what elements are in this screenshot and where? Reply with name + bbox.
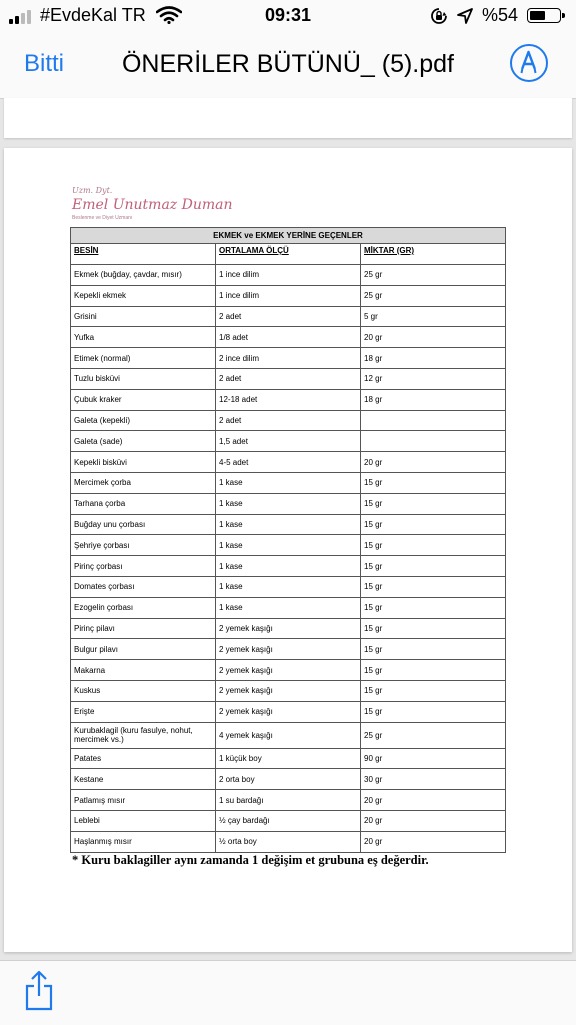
amount-cell: 25 gr bbox=[361, 285, 506, 306]
food-cell: Bulgur pilavı bbox=[71, 639, 216, 660]
table-row bbox=[71, 660, 506, 681]
bottom-toolbar bbox=[0, 960, 576, 1025]
amount-cell: 15 gr bbox=[361, 472, 506, 493]
measure-cell: 2 ince dilim bbox=[216, 348, 361, 369]
food-cell: Patates bbox=[71, 748, 216, 769]
measure-cell: 1,5 adet bbox=[216, 431, 361, 452]
carrier-name: #EvdeKal TR bbox=[40, 5, 146, 25]
measure-cell: 1 ince dilim bbox=[216, 265, 361, 286]
amount-cell: 18 gr bbox=[361, 389, 506, 410]
food-cell: Kestane bbox=[71, 769, 216, 790]
table-row bbox=[71, 769, 506, 790]
table-row bbox=[71, 576, 506, 597]
footnote: * Kuru baklagiller aynı zamanda 1 değişim et grubuna eş değerdir. bbox=[72, 853, 429, 867]
column-header-food: BESİN bbox=[71, 244, 216, 265]
table-row bbox=[71, 327, 506, 348]
table-title-row bbox=[71, 228, 506, 244]
column-header-amount: MİKTAR (GR) bbox=[361, 244, 506, 265]
measure-cell: 4-5 adet bbox=[216, 452, 361, 473]
amount-cell: 15 gr bbox=[361, 618, 506, 639]
food-cell: Makarna bbox=[71, 660, 216, 681]
table-row bbox=[71, 493, 506, 514]
markup-button[interactable] bbox=[510, 44, 548, 82]
table-row bbox=[71, 368, 506, 389]
amount-cell: 15 gr bbox=[361, 680, 506, 701]
measure-cell: ½ orta boy bbox=[216, 831, 361, 852]
amount-cell: 15 gr bbox=[361, 639, 506, 660]
table-row bbox=[71, 514, 506, 535]
location-arrow-icon bbox=[456, 7, 474, 25]
table-row bbox=[71, 265, 506, 286]
measure-cell: 1 ince dilim bbox=[216, 285, 361, 306]
amount-cell: 15 gr bbox=[361, 701, 506, 722]
table-row bbox=[71, 639, 506, 660]
table-row bbox=[71, 556, 506, 577]
amount-cell: 15 gr bbox=[361, 535, 506, 556]
amount-cell: 15 gr bbox=[361, 493, 506, 514]
table-row bbox=[71, 680, 506, 701]
food-cell: Erişte bbox=[71, 701, 216, 722]
table-row bbox=[71, 597, 506, 618]
measure-cell: 2 yemek kaşığı bbox=[216, 680, 361, 701]
food-cell: Galeta (kepekli) bbox=[71, 410, 216, 431]
amount-cell: 12 gr bbox=[361, 368, 506, 389]
battery-icon bbox=[527, 8, 561, 23]
amount-cell: 90 gr bbox=[361, 748, 506, 769]
measure-cell: 1 kase bbox=[216, 493, 361, 514]
measure-cell: 2 yemek kaşığı bbox=[216, 639, 361, 660]
status-time: 09:31 bbox=[264, 5, 312, 25]
food-cell: Buğday unu çorbası bbox=[71, 514, 216, 535]
food-cell: Tarhana çorba bbox=[71, 493, 216, 514]
navigation-bar bbox=[0, 32, 576, 99]
amount-cell bbox=[361, 431, 506, 452]
food-cell: Şehriye çorbası bbox=[71, 535, 216, 556]
measure-cell: ½ çay bardağı bbox=[216, 810, 361, 831]
previous-pdf-page[interactable] bbox=[4, 98, 572, 138]
table-row bbox=[71, 618, 506, 639]
markup-pen-icon bbox=[512, 46, 545, 79]
done-button[interactable]: Bitti bbox=[24, 50, 65, 77]
table-row bbox=[71, 790, 506, 811]
measure-cell: 2 adet bbox=[216, 410, 361, 431]
measure-cell: 2 yemek kaşığı bbox=[216, 701, 361, 722]
amount-cell: 15 gr bbox=[361, 576, 506, 597]
measure-cell: 2 yemek kaşığı bbox=[216, 660, 361, 681]
amount-cell: 15 gr bbox=[361, 660, 506, 681]
measure-cell: 1 kase bbox=[216, 556, 361, 577]
food-cell: Kuskus bbox=[71, 680, 216, 701]
share-icon[interactable] bbox=[24, 969, 54, 1011]
amount-cell: 25 gr bbox=[361, 722, 506, 748]
food-cell: Kepekli bisküvi bbox=[71, 452, 216, 473]
battery-percentage: %54 bbox=[482, 5, 519, 25]
food-cell: Grisini bbox=[71, 306, 216, 327]
table-header-row bbox=[71, 244, 506, 265]
table-row bbox=[71, 306, 506, 327]
measure-cell: 1/8 adet bbox=[216, 327, 361, 348]
column-header-measure: ORTALAMA ÖLÇÜ bbox=[216, 244, 361, 265]
food-cell: Galeta (sade) bbox=[71, 431, 216, 452]
food-cell: Yufka bbox=[71, 327, 216, 348]
food-cell: Ezogelin çorbası bbox=[71, 597, 216, 618]
measure-cell: 1 kase bbox=[216, 514, 361, 535]
table-row bbox=[71, 535, 506, 556]
table-row bbox=[71, 831, 506, 852]
amount-cell: 15 gr bbox=[361, 597, 506, 618]
measure-cell: 1 kase bbox=[216, 597, 361, 618]
amount-cell: 20 gr bbox=[361, 452, 506, 473]
table-row bbox=[71, 389, 506, 410]
amount-cell: 20 gr bbox=[361, 831, 506, 852]
measure-cell: 12-18 adet bbox=[216, 389, 361, 410]
amount-cell bbox=[361, 410, 506, 431]
document-title: ÖNERİLER BÜTÜNÜ_ (5).pdf bbox=[121, 50, 455, 78]
food-cell: Etimek (normal) bbox=[71, 348, 216, 369]
amount-cell: 15 gr bbox=[361, 514, 506, 535]
orientation-lock-icon bbox=[430, 7, 448, 25]
amount-cell: 20 gr bbox=[361, 810, 506, 831]
logo-title-line: Uzm. Dyt. bbox=[72, 186, 113, 195]
food-cell: Pirinç çorbası bbox=[71, 556, 216, 577]
amount-cell: 30 gr bbox=[361, 769, 506, 790]
table-row bbox=[71, 722, 506, 748]
food-cell: Leblebi bbox=[71, 810, 216, 831]
table-row bbox=[71, 285, 506, 306]
status-bar bbox=[0, 0, 576, 32]
measure-cell: 2 yemek kaşığı bbox=[216, 618, 361, 639]
measure-cell: 1 kase bbox=[216, 576, 361, 597]
amount-cell: 25 gr bbox=[361, 265, 506, 286]
food-cell: Domates çorbası bbox=[71, 576, 216, 597]
food-cell: Mercimek çorba bbox=[71, 472, 216, 493]
measure-cell: 2 orta boy bbox=[216, 769, 361, 790]
food-cell: Tuzlu bisküvi bbox=[71, 368, 216, 389]
amount-cell: 20 gr bbox=[361, 327, 506, 348]
food-cell: Kurubaklagil (kuru fasulye, nohut, mercimek vs.) bbox=[71, 722, 216, 748]
food-cell: Patlamış mısır bbox=[71, 790, 216, 811]
food-cell: Haşlanmış mısır bbox=[71, 831, 216, 852]
amount-cell: 5 gr bbox=[361, 306, 506, 327]
table-title: EKMEK ve EKMEK YERİNE GEÇENLER bbox=[71, 228, 506, 244]
food-cell: Ekmek (buğday, çavdar, mısır) bbox=[71, 265, 216, 286]
amount-cell: 15 gr bbox=[361, 556, 506, 577]
measure-cell: 4 yemek kaşığı bbox=[216, 722, 361, 748]
logo-name: Emel Unutmaz Duman bbox=[72, 197, 233, 213]
amount-cell: 20 gr bbox=[361, 790, 506, 811]
measure-cell: 2 adet bbox=[216, 306, 361, 327]
food-cell: Çubuk kraker bbox=[71, 389, 216, 410]
table-row bbox=[71, 452, 506, 473]
food-exchange-table bbox=[70, 227, 506, 853]
table-row bbox=[71, 410, 506, 431]
measure-cell: 1 kase bbox=[216, 472, 361, 493]
logo-subtitle: Beslenme ve Diyet Uzmanı bbox=[72, 215, 133, 221]
table-row bbox=[71, 348, 506, 369]
table-row bbox=[71, 810, 506, 831]
measure-cell: 2 adet bbox=[216, 368, 361, 389]
table-row bbox=[71, 701, 506, 722]
table-row bbox=[71, 472, 506, 493]
amount-cell: 18 gr bbox=[361, 348, 506, 369]
measure-cell: 1 kase bbox=[216, 535, 361, 556]
table-row bbox=[71, 431, 506, 452]
food-cell: Kepekli ekmek bbox=[71, 285, 216, 306]
measure-cell: 1 su bardağı bbox=[216, 790, 361, 811]
table-row bbox=[71, 748, 506, 769]
food-cell: Pirinç pilavı bbox=[71, 618, 216, 639]
measure-cell: 1 küçük boy bbox=[216, 748, 361, 769]
